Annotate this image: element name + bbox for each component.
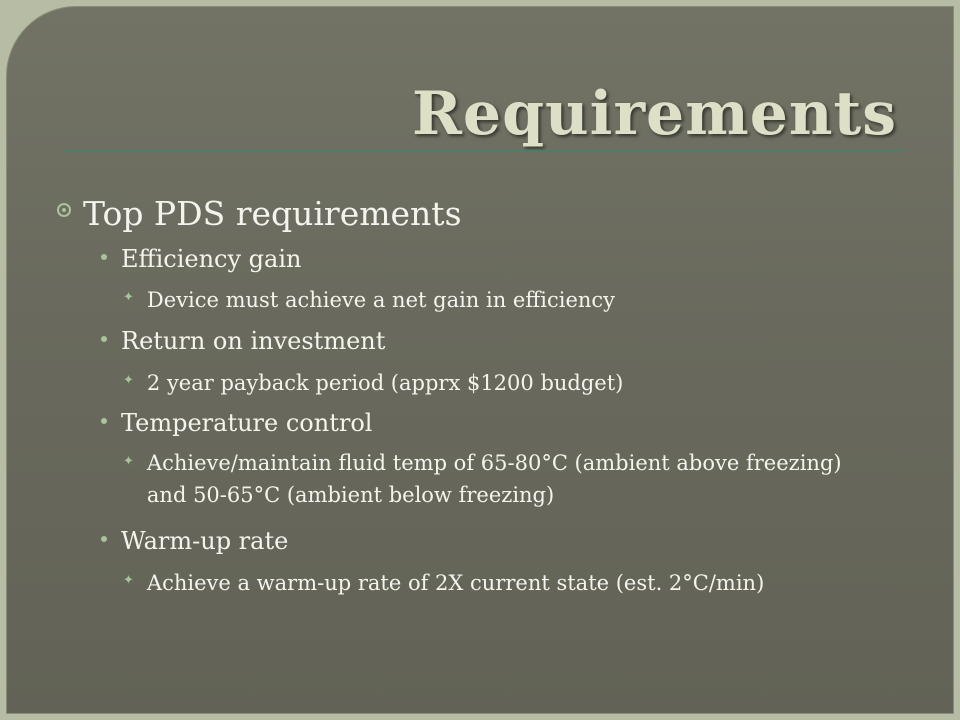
detail-text: Achieve a warm-up rate of 2X current state (est. 2°C/min) bbox=[146, 570, 765, 595]
section-item bbox=[101, 407, 372, 437]
detail-text: Achieve/maintain fluid temp of 65-80°C (ambient above freezing) and 50-65°C (ambient below freezing) bbox=[146, 451, 842, 507]
detail-item bbox=[123, 569, 764, 595]
dot-bullet-icon bbox=[101, 536, 107, 542]
heading-item bbox=[57, 191, 462, 233]
section-label: Efficiency gain bbox=[121, 244, 302, 273]
dot-bullet-icon bbox=[101, 336, 107, 342]
dot-bullet-icon bbox=[101, 418, 107, 424]
detail-item bbox=[123, 447, 887, 511]
section-item bbox=[101, 525, 288, 555]
dot-bullet-icon bbox=[101, 254, 107, 260]
detail-item bbox=[123, 369, 623, 395]
section-item bbox=[101, 243, 301, 273]
star-bullet-icon: ✦ bbox=[123, 454, 134, 469]
star-bullet-icon: ✦ bbox=[123, 573, 134, 588]
section-label: Temperature control bbox=[121, 408, 373, 437]
heading-text: Top PDS requirements bbox=[83, 193, 462, 233]
detail-text: 2 year payback period (apprx $1200 budget) bbox=[146, 370, 624, 395]
detail-text: Device must achieve a net gain in efficiency bbox=[146, 287, 616, 312]
slide-title: Requirements bbox=[412, 79, 897, 149]
star-bullet-icon: ✦ bbox=[123, 290, 134, 305]
section-item bbox=[101, 325, 385, 355]
section-label: Warm-up rate bbox=[121, 526, 289, 555]
star-bullet-icon: ✦ bbox=[123, 373, 134, 388]
detail-item bbox=[123, 286, 615, 312]
circled-dot-bullet-icon bbox=[57, 203, 71, 217]
slide bbox=[6, 6, 954, 714]
section-label: Return on investment bbox=[121, 326, 386, 355]
slide-content bbox=[7, 7, 954, 714]
